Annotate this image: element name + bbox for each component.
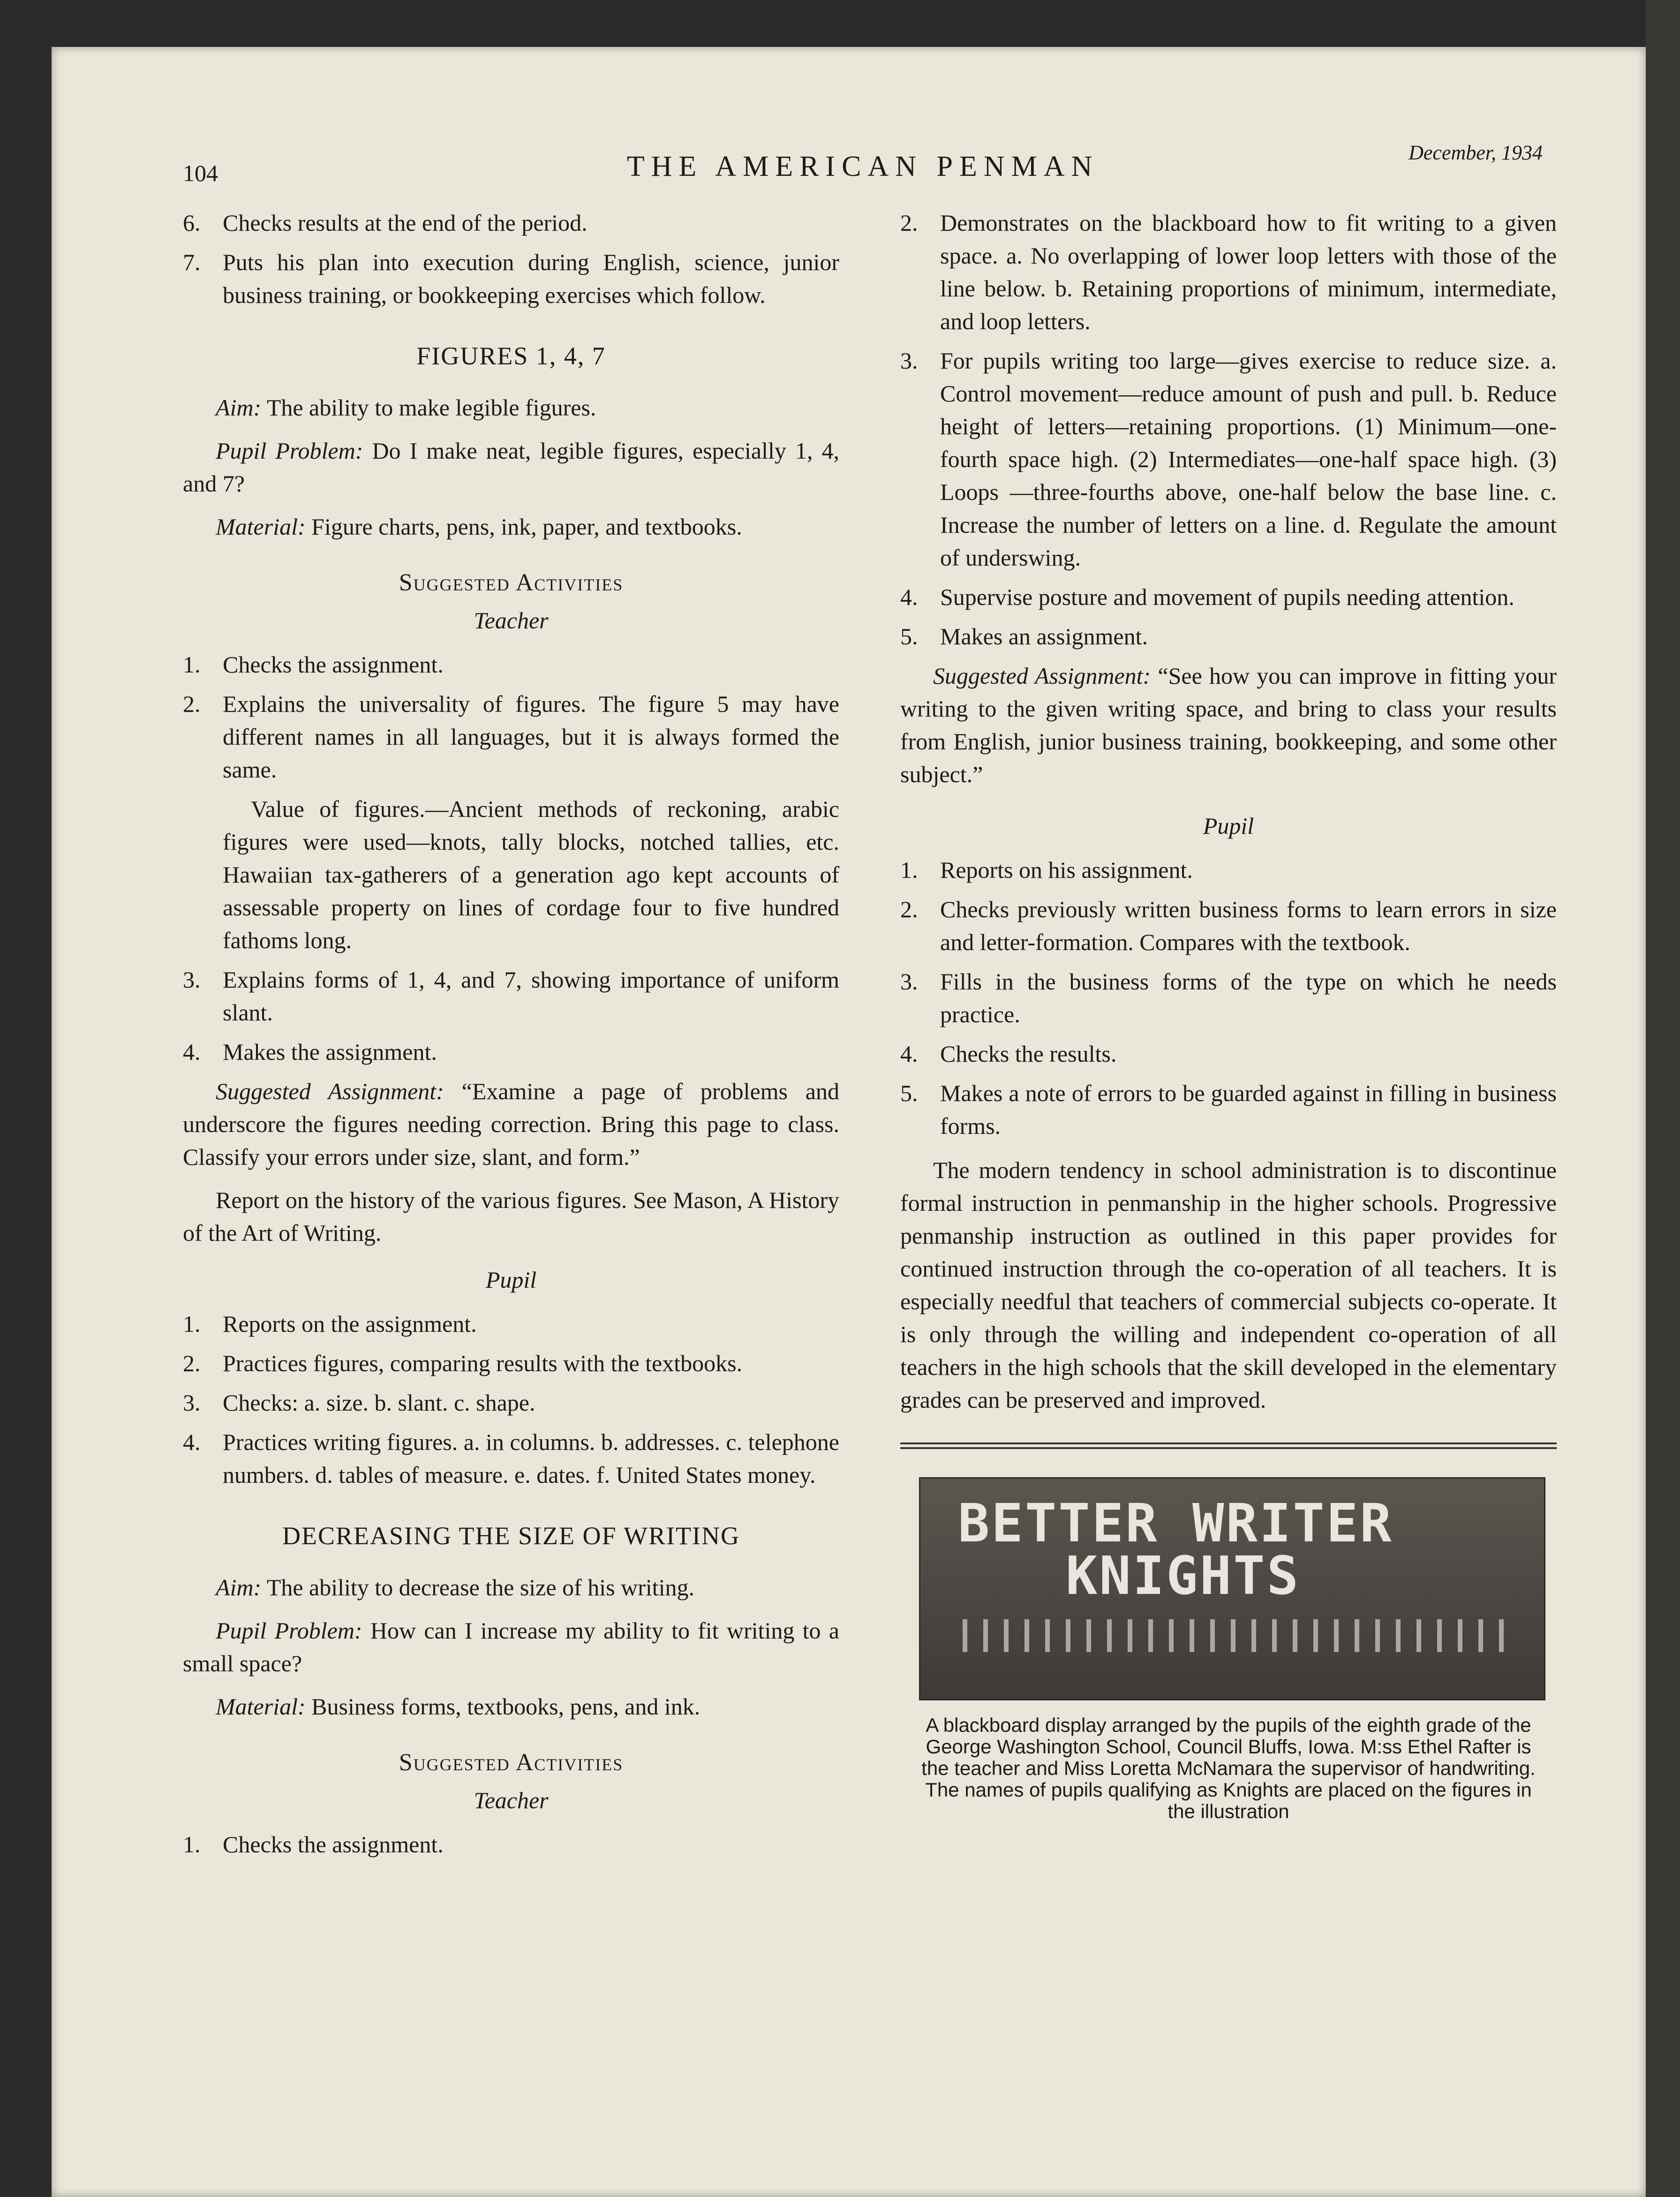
list-item: 2. Checks previously written business forms to learn errors in size and letter-formation. Compares with the textbook. <box>900 896 1557 955</box>
photo-caption: A blackboard display arranged by the pupils of the eighth grade of the George Washington School, Council Bluffs, Iowa. M:ss Ethel Rafter is the teacher and Miss Loretta McNamara the supervisor of handwriting. The names of pupils qualifying as Knights are placed on the figures in the illustration <box>921 1714 1536 1822</box>
page-edge <box>1646 0 1680 2197</box>
aim: Aim: The ability to make legible figures. <box>216 394 596 421</box>
running-title: THE AMERICAN PENMAN <box>626 151 1099 182</box>
list-item: 5. Makes a note of errors to be guarded against in filling in business forms. <box>900 1080 1557 1139</box>
divider <box>900 1447 1557 1449</box>
list-item: 1. Reports on his assignment. <box>900 857 1193 883</box>
divider <box>900 1442 1557 1444</box>
blackboard-photo <box>919 1477 1545 1700</box>
list-item: 1. Reports on the assignment. <box>183 1311 477 1337</box>
suggested-assignment: Suggested Assignment: “Examine a page of problems and underscore the figures needing correction. Bring this page to class. Classify your errors under size, slant, and form.” <box>183 1078 840 1170</box>
list-item: 2. Explains the universality of figures. The figure 5 may have different names in all languages, but it is always formed the same. <box>183 691 839 783</box>
list-item: 2. Demonstrates on the blackboard how to fit writing to a given space. a. No overlapping of lower loop letters with those of the line below. b. Retaining proportions of minimum, intermediate, and loop letters. <box>900 210 1557 334</box>
material: Material: Business forms, textbooks, pens, and ink. <box>216 1693 701 1720</box>
list-item: 3. Checks: a. size. b. slant. c. shape. <box>183 1389 535 1416</box>
teacher-subheading: Teacher <box>474 1787 549 1813</box>
issue-date: December, 1934 <box>1409 141 1543 164</box>
list-item: 3. Fills in the business forms of the type on which he needs practice. <box>900 968 1557 1027</box>
value-of-figures-paragraph: Value of figures.—Ancient methods of reckoning, arabic figures were used—knots, tally blocks, notched tallies, etc. Hawaiian tax-gatherers of a generation ago kept accounts of assessable property on lines of cordage four to five hundred fathoms long. <box>223 796 839 953</box>
pupil-subheading: Pupil <box>1203 813 1254 839</box>
list-item: 1. Checks the assignment. <box>183 1831 444 1857</box>
list-item: 3. For pupils writing too large—gives exercise to reduce size. a. Control movement—reduce amount of push and pull. b. Reduce height of letters—retaining proportions. (1) Minimum—one-fourth space high. (2) Intermediates—one-half space high. (3) Loops —three-fourths above, one-half below the base line. c. Increase the number of letters on a line. d. Regulate the amount of underswing. <box>900 347 1557 571</box>
pupil-problem: Pupil Problem: Do I make neat, legible figures, especially 1, 4, and 7? <box>183 438 840 497</box>
list-item: 4. Checks the results. <box>900 1041 1117 1067</box>
page-number: 104 <box>183 160 218 186</box>
list-item: 3. Explains forms of 1, 4, and 7, showing importance of uniform slant. <box>183 966 839 1026</box>
conclusion-paragraph: The modern tendency in school administration is to discontinue formal instruction in penmanship in the higher schools. Progressive penmanship instruction as outlined in this paper provides for continued instruction through the co-operation of all teachers. It is especially needful that teachers of commercial subjects co-operate. It is only through the willing and independent co-operation of all teachers in the high schools that the skill developed in the elementary grades can be preserved and improved. <box>900 1157 1557 1413</box>
right-column <box>900 206 1557 1822</box>
list-item: 2. Practices figures, comparing results with the textbooks. <box>183 1350 743 1376</box>
suggested-activities-heading: Suggested Activities <box>399 569 624 596</box>
list-item: 4. Supervise posture and movement of pupils needing attention. <box>900 584 1514 610</box>
section-heading: DECREASING THE SIZE OF WRITING <box>282 1522 740 1550</box>
list-item: 1. Checks the assignment. <box>183 651 444 678</box>
list-item: 4. Makes the assignment. <box>183 1039 437 1065</box>
photo-blackboard-lettering: BETTER WRITER KNIGHTS <box>958 1493 1394 1607</box>
section-heading: FIGURES 1, 4, 7 <box>416 342 606 370</box>
left-column <box>183 206 839 1867</box>
report-paragraph: Report on the history of the various figures. See Mason, A History of the Art of Writing. <box>183 1187 839 1246</box>
aim: Aim: The ability to decrease the size of his writing. <box>216 1574 695 1601</box>
suggested-assignment: Suggested Assignment: “See how you can improve in fitting your writing to the given writing space, and bring to class your results from English, junior business training, bookkeeping, and some other subject.” <box>900 663 1557 787</box>
continued-list <box>183 206 839 311</box>
list-item: 7. Puts his plan into execution during English, science, junior business training, or bookkeeping exercises which follow. <box>183 249 839 308</box>
material: Material: Figure charts, pens, ink, paper, and textbooks. <box>216 513 742 540</box>
teacher-subheading: Teacher <box>474 607 549 634</box>
page-header <box>183 141 1543 197</box>
list-item: 4. Practices writing figures. a. in columns. b. addresses. c. telephone numbers. d. tables of measure. e. dates. f. United States money. <box>183 1429 839 1488</box>
knight-figures <box>963 1619 1516 1652</box>
pupil-subheading: Pupil <box>485 1267 537 1293</box>
pupil-problem: Pupil Problem: How can I increase my ability to fit writing to a small space? <box>183 1617 840 1676</box>
suggested-activities-heading: Suggested Activities <box>399 1749 624 1776</box>
list-item: 6. Checks results at the end of the period. <box>183 210 588 236</box>
list-item: 5. Makes an assignment. <box>900 623 1148 649</box>
